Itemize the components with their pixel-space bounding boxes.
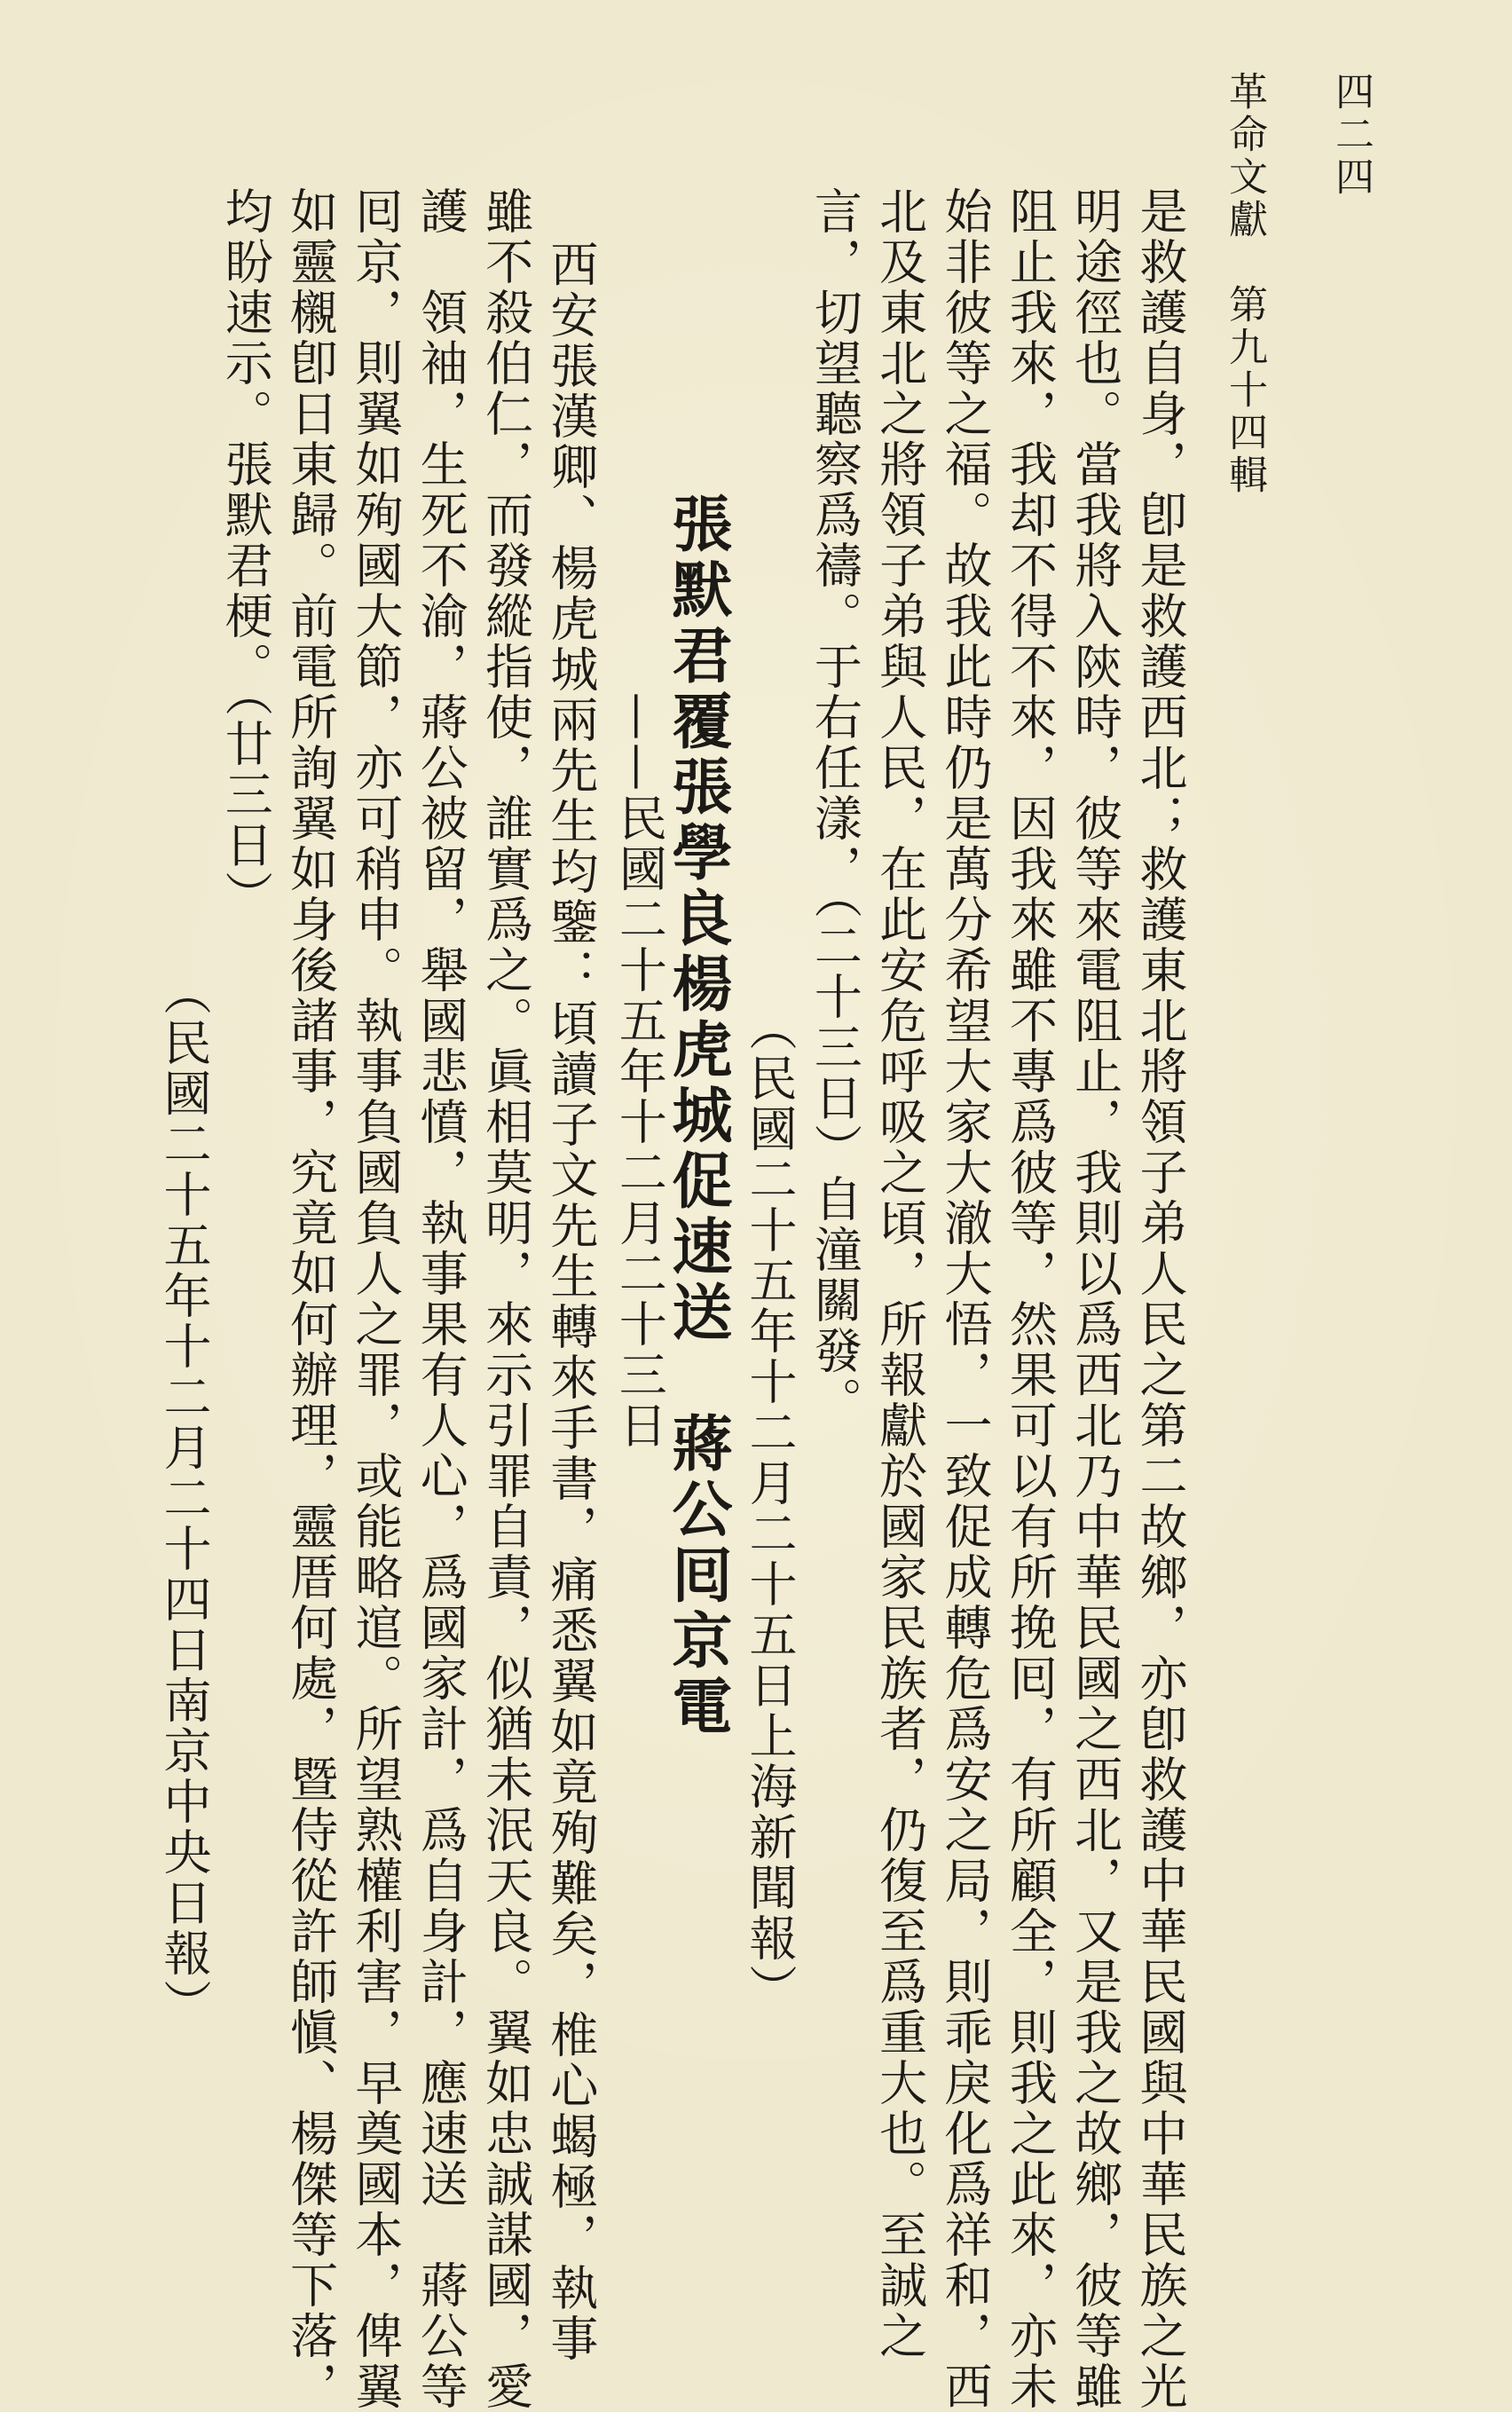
prev-source: （民國二十五年十二月二十五日上海新聞報）	[742, 1003, 798, 2014]
body-line-5: 如靈櫬卽日東歸。前電所詢翼如身後諸事，究竟如何辦理，靈厝何處，暨侍從許師愼、楊傑等下落，	[282, 186, 339, 2412]
prev-line-4: 始非彼等之福。故我此時仍是萬分希望大家大澈大悟，一致促成轉危爲安之局，則乖戾化爲祥和，西	[937, 186, 993, 2412]
body-line-3: 護 領袖，生死不渝，蔣公被留，舉國悲憤，執事果有人心，爲國家計，爲自身計，應速送 蔣公等	[413, 186, 469, 2412]
prev-line-3: 阻止我來，我却不得不來，因我來雖不專爲彼等，然果可以有所挽囘，有所顧全，則我之此來，亦未	[1002, 186, 1059, 2412]
page-number: 四二四	[1328, 71, 1374, 199]
prev-line-5: 北及東北之將領子弟與人民，在此安危呼吸之頃，所報獻於國家民族者，仍復至爲重大也。至誠之	[871, 186, 928, 2361]
body-line-2: 雖不殺伯仁，而發縱指使，誰實爲之。眞相莫明，來示引罪自責，似猶未泯天良。翼如忠誠謀國，愛	[477, 186, 534, 2412]
article-date: ——民國二十五年十二月二十三日	[611, 692, 668, 1451]
prev-line-6: 言，切望聽察爲禱。于右任漾，（二十三日）自潼關發。	[807, 186, 863, 1427]
body-line-6: 均盼速示。張默君梗。（廿三日）	[217, 186, 274, 921]
body-line-4: 囘京，則翼如殉國大節，亦可稍申。執事負國負人之罪，或能略逭。所望熟權利害，早奠國本，俾翼	[347, 186, 404, 2412]
prev-line-1: 是救護自身，卽是救護西北；救護東北將領子弟人民之第二故鄉，亦卽救護中華民國與中華民族之光	[1132, 186, 1188, 2412]
article-source: （民國二十五年十二月二十四日南京中央日報）	[156, 967, 212, 2030]
article-title: 張默君覆張學良楊虎城促速送 蔣公囘京電	[662, 493, 733, 1740]
running-title: 革命文獻 第九十四輯	[1222, 71, 1267, 497]
body-line-1: 西安張漢卿、楊虎城兩先生均鑒：頃讀子文先生轉來手書，痛悉翼如竟殉難矣，椎心蝎極，執事	[542, 240, 599, 2364]
prev-line-2: 明途徑也。當我將入陝時，彼等來電阻止，我則以爲西北乃中華民國之西北，又是我之故鄉，彼等雖	[1067, 186, 1123, 2412]
